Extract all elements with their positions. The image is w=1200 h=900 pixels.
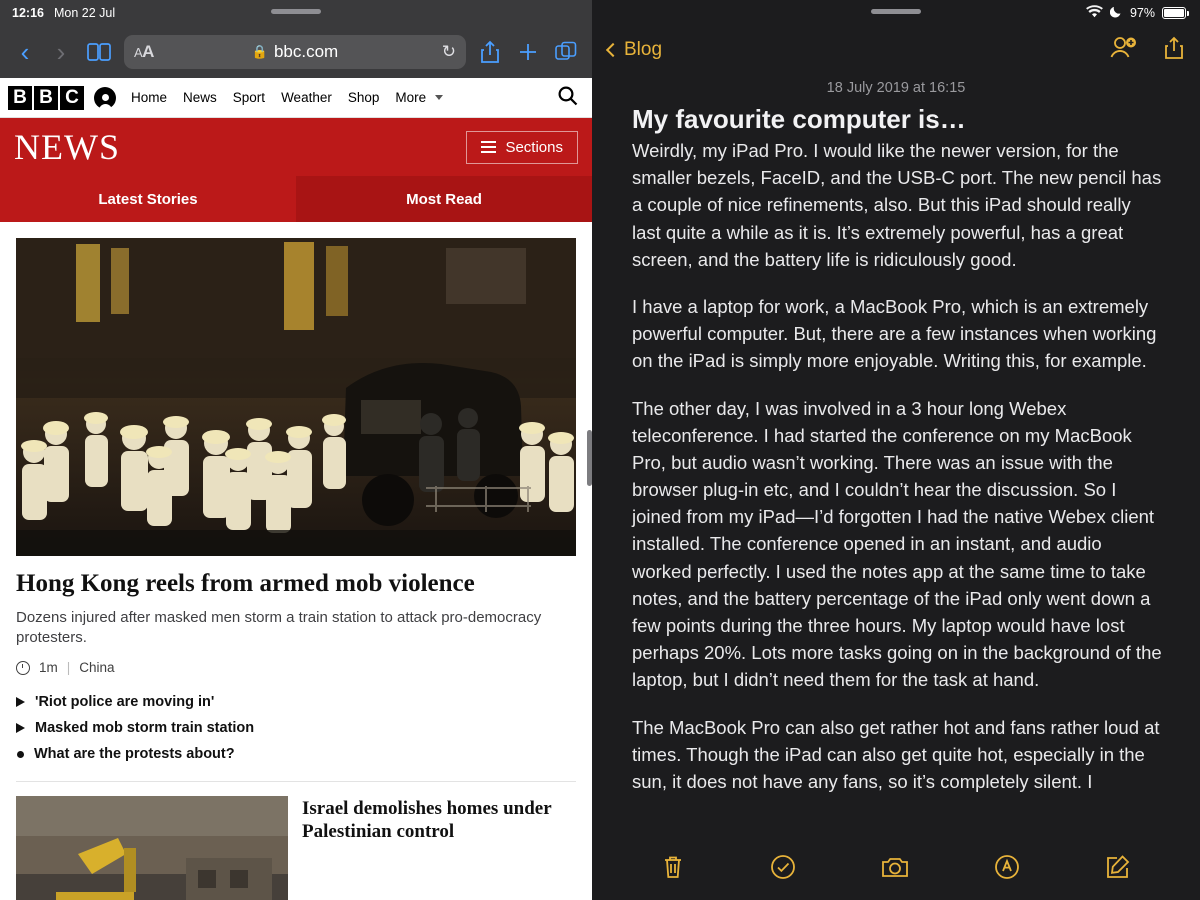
news-masthead	[0, 118, 592, 176]
sections-button[interactable]	[466, 131, 578, 164]
address-bar[interactable]	[124, 35, 466, 69]
nav-item-news[interactable]: News	[183, 90, 217, 105]
back-icon[interactable]: ‹	[20, 37, 30, 67]
play-icon	[16, 723, 25, 733]
account-icon[interactable]	[94, 87, 116, 109]
bbc-logo-letter: B	[34, 86, 58, 110]
battery-percent: 97%	[1129, 6, 1155, 20]
second-story-headline: Israel demolishes homes under Palestinian control	[302, 798, 552, 843]
article-list	[0, 222, 592, 900]
note-body[interactable]	[592, 96, 1200, 852]
camera-icon[interactable]	[881, 855, 909, 884]
note-paragraph: The MacBook Pro can also get rather hot and fans rather loud at times. Though the iPad can also get quite hot, especially in the sun, it does not have any fans, so it’s completely silent. I	[632, 716, 1160, 792]
add-person-icon[interactable]	[1108, 36, 1138, 65]
chevron-left-icon	[606, 43, 620, 57]
notes-toolbar	[592, 26, 1200, 74]
lead-story-summary: Dozens injured after masked men storm a train station to attack pro-democracy protesters.	[16, 608, 542, 646]
reload-icon[interactable]: ↻	[441, 42, 456, 61]
nav-item-shop[interactable]: Shop	[347, 90, 380, 105]
note-date: 18 July 2019 at 16:15	[826, 80, 966, 96]
nav-item-more-label: More	[395, 90, 427, 105]
battery-icon	[1162, 7, 1186, 19]
text-size-icon[interactable]: AA	[134, 42, 154, 61]
nav-item-weather[interactable]: Weather	[281, 90, 332, 105]
note-title: My favourite computer is…	[632, 104, 966, 134]
forward-icon: ›	[56, 37, 66, 67]
lead-story-image[interactable]	[16, 238, 576, 556]
list-item[interactable]	[16, 715, 576, 741]
markup-icon[interactable]	[994, 854, 1020, 885]
sections-label: Sections	[505, 138, 563, 156]
tabs-icon[interactable]	[552, 41, 580, 63]
hamburger-icon	[481, 141, 496, 153]
note-paragraph: I have a laptop for work, a MacBook Pro, which is an extremely powerful computer. But, there are a few instances when working on the iPad is simply more enjoyable. Writing this, for example.	[632, 295, 1157, 372]
back-label: Blog	[624, 39, 663, 60]
note-paragraph: The other day, I was involved in a 3 hour long Webex teleconference. I had started the conference on my MacBook Pro, but audio wasn’t working. There was an issue with the browser plug-in etc, and I couldn’t hear the discussion. So I joined from my iPad—I’d forgotten I had the native Webex client installed. The conference opened in an instant, and audio worked perfectly. I used the notes app at the same time to take notes, and the battery percentage of the iPad only went down a few points during the three hours. My laptop would have lost perhaps 20%. Lots more tasks going on in the background of the laptop, but I didn’t need them for the task at hand.	[632, 397, 1162, 691]
related-link-label: What are the protests about?	[34, 746, 235, 763]
nav-item-sport[interactable]: Sport	[232, 90, 266, 105]
search-icon[interactable]	[557, 85, 584, 111]
moon-icon	[1110, 5, 1123, 21]
related-link-label: Masked mob storm train station	[35, 720, 255, 737]
second-story-image[interactable]	[16, 796, 288, 900]
lead-story-headline[interactable]: Hong Kong reels from armed mob violence	[16, 570, 475, 597]
news-tabs	[0, 176, 592, 222]
notes-toolbar-actions	[1108, 36, 1184, 65]
nav-item-more[interactable]	[390, 90, 447, 105]
bbc-logo-letter: C	[60, 86, 84, 110]
category-label: China	[79, 660, 115, 676]
notes-pane	[592, 0, 1200, 900]
clock-icon	[16, 661, 30, 675]
meta-separator: |	[66, 660, 71, 676]
chevron-down-icon	[435, 95, 443, 100]
list-item[interactable]	[16, 741, 576, 767]
tab-latest-stories[interactable]: Latest Stories	[0, 176, 296, 222]
news-wordmark: NEWS	[14, 127, 120, 167]
bullet-icon	[17, 751, 24, 758]
related-links	[16, 689, 576, 767]
timestamp: 1m	[39, 660, 58, 676]
bbc-logo-letter: B	[8, 86, 32, 110]
notes-bottom-bar	[592, 838, 1200, 900]
trash-icon[interactable]	[661, 854, 685, 885]
url-text: bbc.com	[273, 42, 339, 61]
play-icon	[16, 697, 25, 707]
lead-story-meta	[16, 660, 576, 675]
book-icon[interactable]	[84, 42, 114, 62]
left-status-bar	[0, 0, 592, 26]
nav-item-home[interactable]: Home	[131, 90, 168, 105]
note-paragraph: Weirdly, my iPad Pro. I would like the newer version, for the smaller bezels, FaceID, and the USB-C port. The new pencil has a couple of nice refinements, also. But this iPad should really last quite a while as it is. It’s extremely powerful, has a great screen, and the battery life is ridiculously good.	[632, 140, 1162, 270]
share-icon[interactable]	[1164, 36, 1184, 65]
lock-icon: 🔒	[251, 44, 268, 59]
compose-icon[interactable]	[1105, 854, 1131, 885]
split-grabber-left[interactable]	[271, 9, 321, 14]
share-icon[interactable]	[476, 40, 504, 64]
split-grabber-right[interactable]	[871, 9, 921, 14]
second-story[interactable]	[16, 796, 576, 900]
safari-pane	[0, 0, 592, 900]
tab-most-read[interactable]: Most Read	[296, 176, 592, 222]
right-status-bar	[592, 0, 1200, 26]
safari-toolbar	[0, 26, 592, 78]
plus-icon[interactable]	[514, 41, 542, 63]
related-link-label: 'Riot police are moving in'	[35, 694, 215, 711]
status-date: Mon 22 Jul	[53, 6, 116, 20]
list-item[interactable]	[16, 689, 576, 715]
back-to-blog-button[interactable]	[608, 39, 662, 61]
status-time: 12:16	[12, 6, 44, 20]
checklist-icon[interactable]	[770, 854, 796, 885]
bbc-site-nav	[0, 78, 592, 118]
divider	[16, 781, 576, 782]
wifi-icon	[1086, 5, 1103, 21]
bbc-logo[interactable]	[8, 86, 84, 110]
